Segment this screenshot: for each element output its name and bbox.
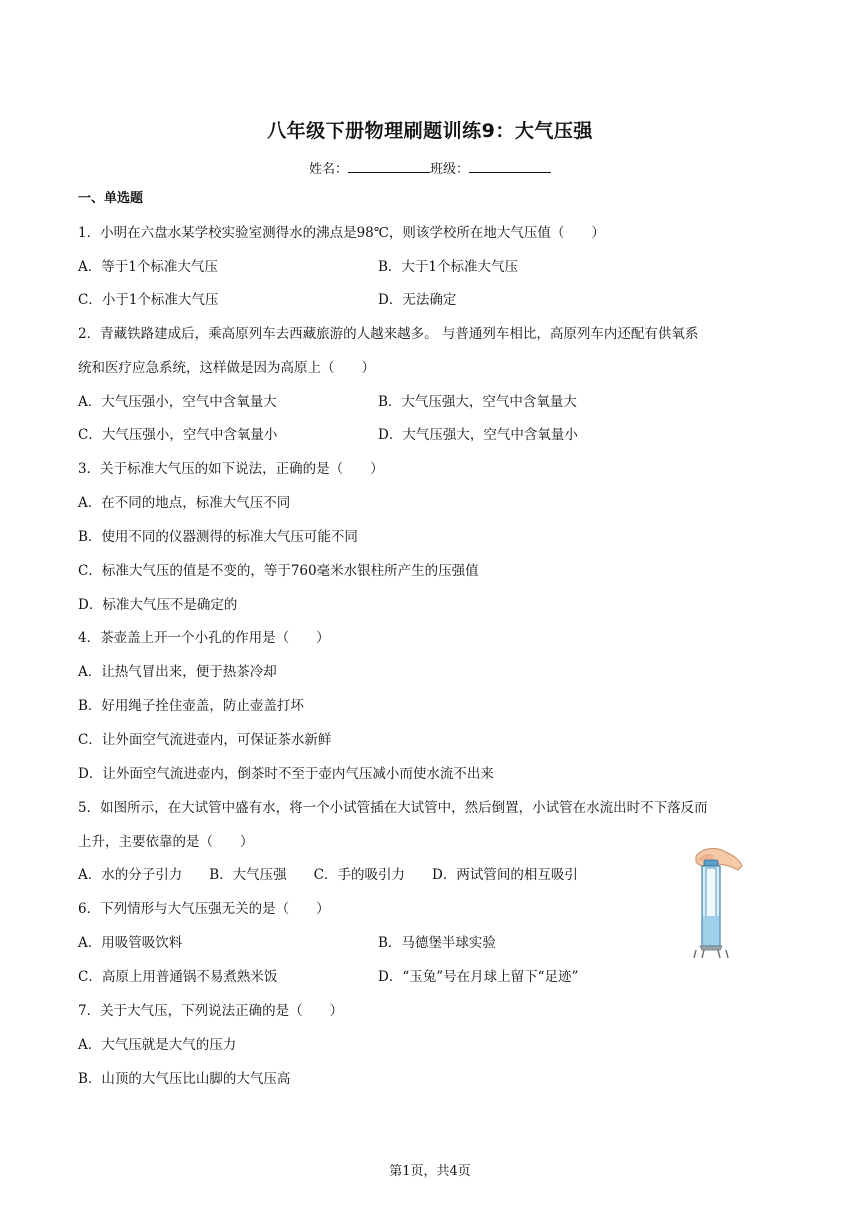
- q5-options: A．水的分子引力 B．大气压强 C．手的吸引力 D．两试管间的相互吸引: [78, 867, 578, 883]
- name-blank[interactable]: [348, 158, 430, 173]
- q2-option-c: C．大气压强小，空气中含氧量小: [78, 427, 278, 443]
- q7-option-b: B．山顶的大气压比山脚的大气压高: [78, 1071, 291, 1087]
- question-2-stem-line2: 统和医疗应急系统，这样做是因为高原上（ ）: [78, 360, 375, 376]
- q4-option-b: B．好用绳子拴住壶盖，防止壶盖打坏: [78, 698, 304, 714]
- name-label: 姓名：: [308, 162, 348, 177]
- question-6-stem: 6．下列情形与大气压强无关的是（ ）: [78, 901, 330, 917]
- q6-option-c: C．高原上用普通锅不易煮熟米饭: [78, 969, 278, 985]
- q6-option-a: A．用吸管吸饮料: [78, 935, 183, 951]
- name-class-line: [0, 158, 860, 177]
- section-heading: 一、单选题: [78, 191, 144, 206]
- q2-option-d: D．大气压强大，空气中含氧量小: [378, 427, 578, 443]
- page-title: 八年级下册物理刷题训练9：大气压强: [267, 120, 593, 142]
- q4-option-a: A．让热气冒出来，便于热茶冷却: [78, 664, 277, 680]
- q1-option-a: A．等于1个标准大气压: [78, 259, 218, 275]
- q3-option-a: A．在不同的地点，标准大气压不同: [78, 495, 291, 511]
- class-label: 班级：: [430, 162, 470, 177]
- q4-option-d: D．让外面空气流进壶内，倒茶时不至于壶内气压减小而使水流不出来: [78, 766, 494, 782]
- question-5-stem-line1: 5．如图所示，在大试管中盛有水，将一个小试管插在大试管中，然后倒置，小试管在水流出时不下落反而: [78, 800, 708, 816]
- class-blank[interactable]: [469, 158, 551, 173]
- q2-option-a: A．大气压强小，空气中含氧量大: [78, 394, 277, 410]
- q2-option-b: B．大气压强大，空气中含氧量大: [378, 394, 577, 410]
- q3-option-d: D．标准大气压不是确定的: [78, 597, 238, 613]
- question-7-stem: 7．关于大气压，下列说法正确的是（ ）: [78, 1003, 344, 1019]
- test-tube-figure: [682, 846, 744, 958]
- page-number: 第1页，共4页: [389, 1164, 471, 1179]
- q3-option-b: B．使用不同的仪器测得的标准大气压可能不同: [78, 529, 358, 545]
- q1-option-b: B．大于1个标准大气压: [378, 259, 519, 275]
- q6-option-b: B．马德堡半球实验: [378, 935, 496, 951]
- question-5-stem-line2: 上升，主要依靠的是（ ）: [78, 834, 254, 850]
- q6-option-d: D．“玉兔”号在月球上留下“足迹”: [378, 969, 579, 985]
- question-4-stem: 4．茶壶盖上开一个小孔的作用是（ ）: [78, 630, 330, 646]
- q7-option-a: A．大气压就是大气的压力: [78, 1037, 237, 1053]
- q4-option-c: C．让外面空气流进壶内，可保证茶水新鲜: [78, 732, 332, 748]
- q1-option-d: D．无法确定: [378, 292, 457, 308]
- question-1-stem: 1．小明在六盘水某学校实验室测得水的沸点是98℃，则该学校所在地大气压值（ ）: [78, 225, 605, 241]
- q3-option-c: C．标准大气压的值是不变的，等于760毫米水银柱所产生的压强值: [78, 563, 479, 579]
- question-3-stem: 3．关于标准大气压的如下说法，正确的是（ ）: [78, 461, 384, 477]
- question-2-stem-line1: 2．青藏铁路建成后，乘高原列车去西藏旅游的人越来越多。 与普通列车相比，高原列车内还配有供氧系: [78, 326, 699, 342]
- q1-option-c: C．小于1个标准大气压: [78, 292, 219, 308]
